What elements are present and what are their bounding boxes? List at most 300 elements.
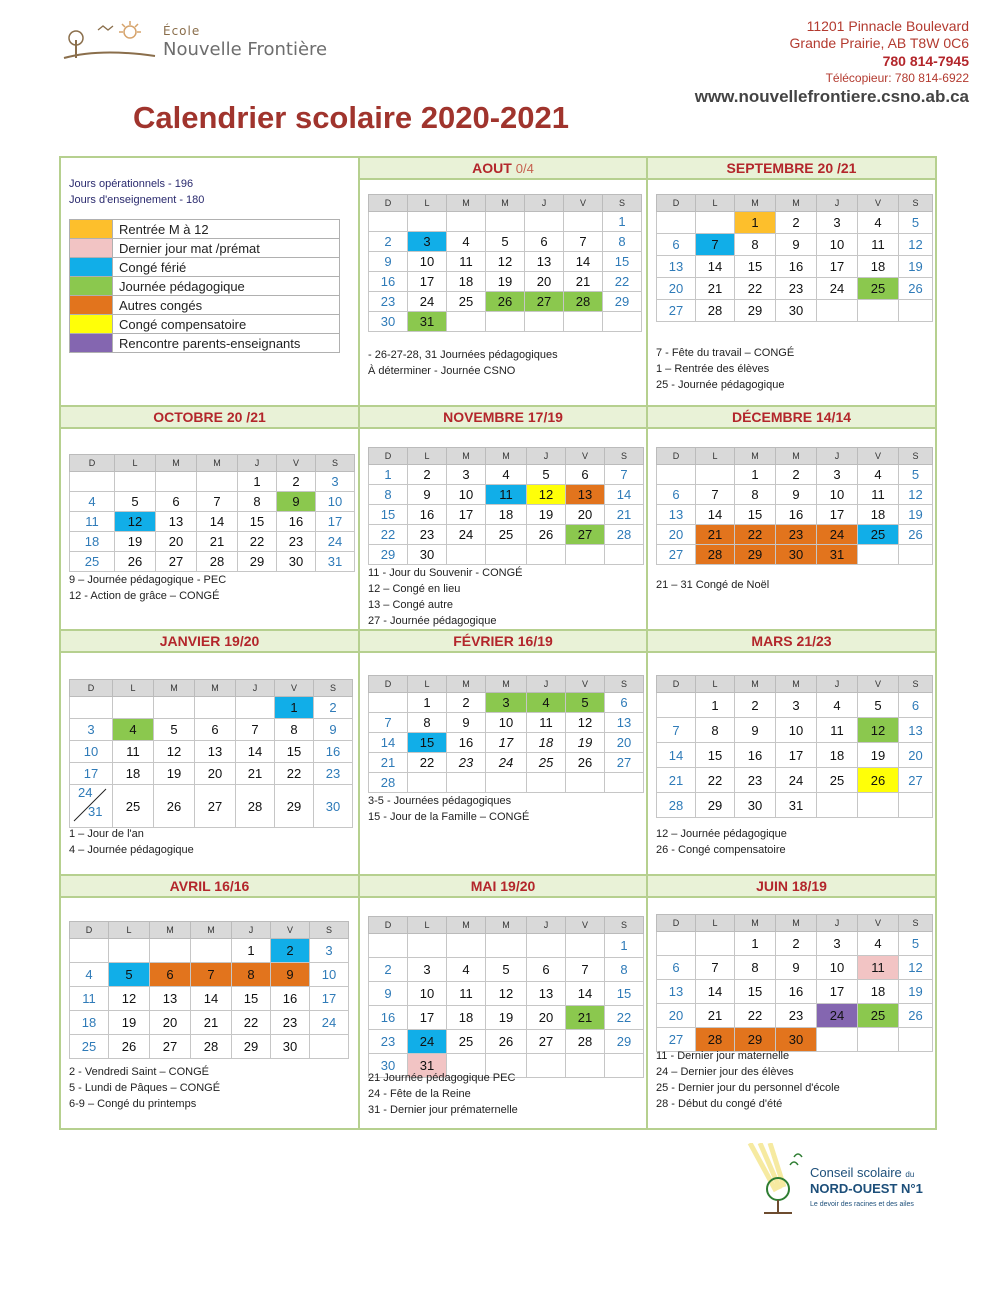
day-cell[interactable]: 5 bbox=[899, 932, 933, 956]
day-cell[interactable]: 15 bbox=[605, 982, 644, 1006]
day-cell[interactable]: 5 bbox=[858, 693, 899, 718]
day-cell[interactable]: 10 bbox=[486, 713, 527, 733]
day-cell[interactable]: 8 bbox=[369, 485, 408, 505]
day-cell[interactable]: 17 bbox=[776, 743, 817, 768]
day-cell[interactable]: 1 bbox=[275, 697, 314, 719]
day-cell[interactable]: 2 bbox=[369, 958, 408, 982]
day-cell[interactable]: 27 bbox=[566, 525, 605, 545]
day-cell[interactable]: 14 bbox=[696, 505, 735, 525]
day-cell[interactable]: 27 bbox=[150, 1035, 191, 1059]
day-cell[interactable]: 13 bbox=[657, 505, 696, 525]
day-cell[interactable]: 1 bbox=[238, 472, 277, 492]
day-cell[interactable]: 3 bbox=[486, 693, 527, 713]
day-cell[interactable]: 22 bbox=[232, 1011, 271, 1035]
day-cell[interactable]: 9 bbox=[369, 982, 408, 1006]
day-cell[interactable]: 17 bbox=[447, 505, 486, 525]
day-cell[interactable]: 9 bbox=[776, 485, 817, 505]
day-cell[interactable]: 14 bbox=[696, 256, 735, 278]
day-cell[interactable]: 22 bbox=[735, 525, 776, 545]
day-cell[interactable]: 7 bbox=[657, 718, 696, 743]
day-cell[interactable]: 22 bbox=[238, 532, 277, 552]
day-cell[interactable]: 7 bbox=[197, 492, 238, 512]
day-cell[interactable]: 21 bbox=[657, 768, 696, 793]
day-cell[interactable]: 6 bbox=[899, 693, 933, 718]
day-cell[interactable]: 12 bbox=[486, 252, 525, 272]
day-cell[interactable]: 27 bbox=[657, 300, 696, 322]
day-cell[interactable]: 21 bbox=[236, 763, 275, 785]
day-cell[interactable]: 18 bbox=[70, 532, 115, 552]
day-cell[interactable]: 16 bbox=[314, 741, 353, 763]
day-cell[interactable]: 1 bbox=[735, 465, 776, 485]
day-cell[interactable]: 3 bbox=[70, 719, 113, 741]
day-cell[interactable]: 31 bbox=[817, 545, 858, 565]
day-cell[interactable]: 8 bbox=[275, 719, 314, 741]
day-cell[interactable]: 19 bbox=[566, 733, 605, 753]
day-cell[interactable]: 15 bbox=[232, 987, 271, 1011]
day-cell[interactable]: 13 bbox=[657, 256, 696, 278]
day-cell[interactable]: 11 bbox=[70, 512, 115, 532]
day-cell[interactable]: 20 bbox=[566, 505, 605, 525]
day-cell[interactable]: 30 bbox=[369, 312, 408, 332]
day-cell[interactable]: 15 bbox=[408, 733, 447, 753]
day-cell[interactable]: 25 bbox=[858, 525, 899, 545]
day-cell[interactable]: 10 bbox=[817, 485, 858, 505]
day-cell[interactable]: 11 bbox=[858, 234, 899, 256]
day-cell[interactable]: 26 bbox=[109, 1035, 150, 1059]
day-cell[interactable]: 14 bbox=[696, 980, 735, 1004]
day-cell[interactable]: 11 bbox=[113, 741, 154, 763]
day-cell[interactable]: 14 bbox=[566, 982, 605, 1006]
day-cell[interactable]: 26 bbox=[154, 785, 195, 828]
day-cell[interactable]: 28 bbox=[369, 773, 408, 793]
day-cell[interactable]: 23 bbox=[271, 1011, 310, 1035]
day-cell[interactable]: 13 bbox=[605, 713, 644, 733]
day-cell[interactable]: 10 bbox=[316, 492, 355, 512]
day-cell[interactable]: 29 bbox=[275, 785, 314, 828]
day-cell[interactable]: 22 bbox=[369, 525, 408, 545]
day-cell[interactable]: 17 bbox=[310, 987, 349, 1011]
day-cell[interactable]: 3 bbox=[316, 472, 355, 492]
day-cell[interactable]: 19 bbox=[154, 763, 195, 785]
day-cell[interactable]: 12 bbox=[899, 956, 933, 980]
day-cell[interactable]: 2 bbox=[314, 697, 353, 719]
day-cell[interactable]: 8 bbox=[735, 234, 776, 256]
day-cell[interactable]: 2 bbox=[735, 693, 776, 718]
day-cell[interactable]: 13 bbox=[527, 982, 566, 1006]
day-cell[interactable]: 18 bbox=[486, 505, 527, 525]
day-cell[interactable]: 21 bbox=[696, 278, 735, 300]
day-cell[interactable]: 14 bbox=[564, 252, 603, 272]
day-cell[interactable]: 8 bbox=[735, 485, 776, 505]
day-cell[interactable]: 26 bbox=[899, 1004, 933, 1028]
day-cell[interactable]: 16 bbox=[735, 743, 776, 768]
day-cell[interactable]: 20 bbox=[657, 525, 696, 545]
day-cell[interactable]: 30 bbox=[369, 1054, 408, 1078]
day-cell[interactable]: 24 bbox=[310, 1011, 349, 1035]
day-cell[interactable]: 31 bbox=[408, 312, 447, 332]
day-cell[interactable]: 6 bbox=[566, 465, 605, 485]
day-cell[interactable]: 6 bbox=[527, 958, 566, 982]
day-cell[interactable]: 28 bbox=[191, 1035, 232, 1059]
day-cell[interactable]: 29 bbox=[603, 292, 642, 312]
day-cell[interactable]: 13 bbox=[525, 252, 564, 272]
day-cell[interactable]: 19 bbox=[486, 1006, 527, 1030]
day-cell[interactable]: 16 bbox=[776, 256, 817, 278]
day-cell[interactable]: 5 bbox=[115, 492, 156, 512]
day-cell[interactable]: 14 bbox=[197, 512, 238, 532]
day-cell[interactable]: 6 bbox=[657, 234, 696, 256]
day-cell[interactable]: 4 bbox=[447, 958, 486, 982]
day-cell[interactable]: 28 bbox=[696, 545, 735, 565]
day-cell[interactable]: 26 bbox=[899, 278, 933, 300]
day-cell[interactable]: 30 bbox=[277, 552, 316, 572]
day-cell[interactable]: 20 bbox=[525, 272, 564, 292]
day-cell[interactable]: 5 bbox=[566, 693, 605, 713]
day-cell[interactable]: 2 bbox=[271, 939, 310, 963]
day-cell[interactable]: 15 bbox=[696, 743, 735, 768]
day-cell[interactable]: 18 bbox=[70, 1011, 109, 1035]
day-cell[interactable]: 11 bbox=[447, 252, 486, 272]
day-cell[interactable]: 17 bbox=[817, 505, 858, 525]
day-cell[interactable]: 16 bbox=[271, 987, 310, 1011]
day-cell[interactable]: 9 bbox=[314, 719, 353, 741]
day-cell[interactable]: 11 bbox=[447, 982, 486, 1006]
day-cell[interactable]: 30 bbox=[776, 300, 817, 322]
day-cell[interactable]: 2 bbox=[776, 465, 817, 485]
day-cell[interactable]: 9 bbox=[776, 234, 817, 256]
day-cell[interactable]: 9 bbox=[776, 956, 817, 980]
day-cell[interactable]: 12 bbox=[109, 987, 150, 1011]
day-cell[interactable]: 2 bbox=[776, 932, 817, 956]
day-cell[interactable]: 19 bbox=[527, 505, 566, 525]
day-cell[interactable]: 13 bbox=[657, 980, 696, 1004]
day-cell[interactable]: 4 bbox=[486, 465, 527, 485]
day-cell[interactable]: 29 bbox=[238, 552, 277, 572]
day-cell[interactable]: 23 bbox=[776, 1004, 817, 1028]
day-cell[interactable]: 25 bbox=[447, 1030, 486, 1054]
day-cell[interactable]: 15 bbox=[238, 512, 277, 532]
day-cell[interactable]: 14 bbox=[657, 743, 696, 768]
day-cell[interactable]: 24 bbox=[776, 768, 817, 793]
day-cell[interactable]: 25 bbox=[527, 753, 566, 773]
day-cell[interactable]: 27 bbox=[657, 1028, 696, 1052]
day-cell[interactable]: 8 bbox=[696, 718, 735, 743]
day-cell[interactable]: 24 bbox=[817, 278, 858, 300]
day-cell[interactable]: 11 bbox=[70, 987, 109, 1011]
day-cell[interactable]: 27 bbox=[899, 768, 933, 793]
day-cell[interactable]: 20 bbox=[150, 1011, 191, 1035]
day-cell[interactable]: 27 bbox=[657, 545, 696, 565]
day-cell[interactable]: 8 bbox=[735, 956, 776, 980]
day-cell[interactable]: 31 bbox=[776, 793, 817, 818]
day-cell[interactable]: 12 bbox=[486, 982, 527, 1006]
day-cell[interactable]: 4 bbox=[527, 693, 566, 713]
day-cell[interactable]: 30 bbox=[271, 1035, 310, 1059]
day-cell[interactable]: 2 bbox=[776, 212, 817, 234]
day-cell[interactable]: 19 bbox=[899, 505, 933, 525]
day-cell[interactable]: 1 bbox=[369, 465, 408, 485]
day-cell[interactable]: 13 bbox=[150, 987, 191, 1011]
day-cell[interactable]: 23 bbox=[776, 278, 817, 300]
day-cell[interactable]: 24 bbox=[408, 1030, 447, 1054]
day-cell[interactable]: 22 bbox=[735, 278, 776, 300]
day-cell[interactable]: 28 bbox=[564, 292, 603, 312]
day-cell[interactable]: 21 bbox=[369, 753, 408, 773]
day-cell[interactable]: 11 bbox=[817, 718, 858, 743]
day-cell[interactable]: 28 bbox=[236, 785, 275, 828]
day-cell[interactable]: 28 bbox=[657, 793, 696, 818]
day-cell[interactable]: 18 bbox=[858, 505, 899, 525]
day-cell[interactable]: 20 bbox=[605, 733, 644, 753]
day-cell[interactable]: 26 bbox=[566, 753, 605, 773]
website[interactable]: www.nouvellefrontiere.csno.ab.ca bbox=[694, 87, 969, 106]
day-cell[interactable]: 8 bbox=[605, 958, 644, 982]
day-cell[interactable]: 9 bbox=[447, 713, 486, 733]
day-cell[interactable]: 7 bbox=[605, 465, 644, 485]
day-cell[interactable]: 24 bbox=[408, 292, 447, 312]
day-cell[interactable]: 24 bbox=[817, 525, 858, 545]
day-cell[interactable]: 7 bbox=[236, 719, 275, 741]
day-cell[interactable]: 6 bbox=[156, 492, 197, 512]
day-cell[interactable]: 22 bbox=[696, 768, 735, 793]
day-cell[interactable]: 6 bbox=[150, 963, 191, 987]
day-cell[interactable]: 15 bbox=[735, 256, 776, 278]
day-cell[interactable]: 2 bbox=[447, 693, 486, 713]
day-cell[interactable]: 9 bbox=[408, 485, 447, 505]
day-cell[interactable]: 11 bbox=[527, 713, 566, 733]
day-cell[interactable]: 6 bbox=[195, 719, 236, 741]
day-cell[interactable]: 1 bbox=[696, 693, 735, 718]
day-cell[interactable]: 29 bbox=[735, 545, 776, 565]
day-cell[interactable]: 27 bbox=[195, 785, 236, 828]
day-cell[interactable]: 3 bbox=[408, 958, 447, 982]
day-cell[interactable]: 1 bbox=[408, 693, 447, 713]
day-cell[interactable]: 3 bbox=[817, 932, 858, 956]
day-cell[interactable]: 20 bbox=[527, 1006, 566, 1030]
day-cell[interactable]: 16 bbox=[369, 272, 408, 292]
day-cell[interactable]: 27 bbox=[156, 552, 197, 572]
day-cell[interactable]: 23 bbox=[408, 525, 447, 545]
day-cell[interactable]: 21 bbox=[564, 272, 603, 292]
day-cell[interactable]: 30 bbox=[735, 793, 776, 818]
day-cell[interactable]: 17 bbox=[486, 733, 527, 753]
day-cell[interactable]: 28 bbox=[696, 300, 735, 322]
day-cell[interactable]: 23 bbox=[277, 532, 316, 552]
day-cell[interactable]: 7 bbox=[696, 485, 735, 505]
day-cell[interactable]: 29 bbox=[735, 1028, 776, 1052]
day-cell[interactable]: 25 bbox=[447, 292, 486, 312]
day-cell[interactable]: 11 bbox=[858, 956, 899, 980]
day-cell[interactable]: 15 bbox=[603, 252, 642, 272]
day-cell[interactable]: 15 bbox=[735, 505, 776, 525]
day-cell[interactable]: 21 bbox=[566, 1006, 605, 1030]
day-cell[interactable]: 18 bbox=[858, 256, 899, 278]
day-cell[interactable]: 16 bbox=[369, 1006, 408, 1030]
day-cell[interactable]: 19 bbox=[115, 532, 156, 552]
day-cell[interactable]: 29 bbox=[232, 1035, 271, 1059]
day-cell[interactable]: 7 bbox=[566, 958, 605, 982]
day-cell[interactable]: 16 bbox=[408, 505, 447, 525]
day-cell[interactable]: 17 bbox=[817, 256, 858, 278]
day-cell[interactable]: 26 bbox=[486, 1030, 527, 1054]
day-cell[interactable]: 29 bbox=[369, 545, 408, 565]
day-cell[interactable]: 20 bbox=[657, 1004, 696, 1028]
day-cell[interactable]: 1 bbox=[735, 932, 776, 956]
day-cell[interactable]: 23 bbox=[776, 525, 817, 545]
day-cell[interactable]: 3 bbox=[447, 465, 486, 485]
day-cell[interactable]: 24 bbox=[316, 532, 355, 552]
day-cell[interactable]: 26 bbox=[527, 525, 566, 545]
day-cell[interactable]: 16 bbox=[776, 505, 817, 525]
day-cell[interactable]: 12 bbox=[899, 234, 933, 256]
day-cell[interactable]: 28 bbox=[566, 1030, 605, 1054]
day-cell[interactable]: 10 bbox=[817, 956, 858, 980]
day-cell[interactable]: 9 bbox=[271, 963, 310, 987]
day-cell[interactable]: 23 bbox=[369, 1030, 408, 1054]
day-cell[interactable]: 18 bbox=[858, 980, 899, 1004]
day-cell[interactable]: 6 bbox=[657, 485, 696, 505]
day-cell[interactable]: 16 bbox=[776, 980, 817, 1004]
day-cell[interactable]: 7 bbox=[696, 956, 735, 980]
day-cell[interactable]: 22 bbox=[605, 1006, 644, 1030]
day-cell[interactable]: 26 bbox=[858, 768, 899, 793]
day-cell[interactable]: 21 bbox=[605, 505, 644, 525]
day-cell[interactable]: 30 bbox=[314, 785, 353, 828]
day-cell[interactable]: 14 bbox=[236, 741, 275, 763]
day-cell[interactable]: 20 bbox=[156, 532, 197, 552]
day-cell[interactable]: 29 bbox=[605, 1030, 644, 1054]
day-cell[interactable]: 23 bbox=[735, 768, 776, 793]
day-cell[interactable]: 5 bbox=[154, 719, 195, 741]
day-cell[interactable]: 25 bbox=[113, 785, 154, 828]
day-cell[interactable]: 12 bbox=[899, 485, 933, 505]
day-cell[interactable]: 21 bbox=[191, 1011, 232, 1035]
day-cell[interactable]: 17 bbox=[70, 763, 113, 785]
day-cell[interactable]: 20 bbox=[899, 743, 933, 768]
day-cell[interactable]: 21 bbox=[197, 532, 238, 552]
day-cell[interactable]: 18 bbox=[447, 272, 486, 292]
day-cell[interactable]: 4 bbox=[858, 465, 899, 485]
day-cell[interactable]: 31 bbox=[316, 552, 355, 572]
day-cell[interactable]: 16 bbox=[447, 733, 486, 753]
day-cell[interactable]: 25 bbox=[70, 1035, 109, 1059]
day-cell[interactable]: 22 bbox=[603, 272, 642, 292]
day-cell[interactable]: 7 bbox=[191, 963, 232, 987]
day-cell[interactable]: 5 bbox=[486, 232, 525, 252]
day-cell[interactable]: 31 bbox=[408, 1054, 447, 1078]
day-cell[interactable]: 14 bbox=[369, 733, 408, 753]
day-cell[interactable]: 10 bbox=[70, 741, 113, 763]
day-cell[interactable]: 17 bbox=[408, 272, 447, 292]
day-cell[interactable]: 3 bbox=[776, 693, 817, 718]
day-cell[interactable]: 29 bbox=[735, 300, 776, 322]
day-cell[interactable]: 12 bbox=[858, 718, 899, 743]
day-cell[interactable]: 28 bbox=[605, 525, 644, 545]
day-cell[interactable]: 11 bbox=[486, 485, 527, 505]
day-cell[interactable]: 28 bbox=[696, 1028, 735, 1052]
day-cell[interactable]: 20 bbox=[657, 278, 696, 300]
day-cell[interactable]: 17 bbox=[408, 1006, 447, 1030]
day-cell[interactable]: 22 bbox=[735, 1004, 776, 1028]
day-cell[interactable]: 11 bbox=[858, 485, 899, 505]
day-cell[interactable]: 28 bbox=[197, 552, 238, 572]
day-cell[interactable]: 6 bbox=[525, 232, 564, 252]
day-cell[interactable]: 8 bbox=[232, 963, 271, 987]
day-cell[interactable]: 10 bbox=[447, 485, 486, 505]
day-cell[interactable]: 13 bbox=[566, 485, 605, 505]
day-cell[interactable]: 30 bbox=[776, 545, 817, 565]
day-cell[interactable]: 13 bbox=[195, 741, 236, 763]
day-cell[interactable]: 19 bbox=[109, 1011, 150, 1035]
day-cell[interactable]: 21 bbox=[696, 1004, 735, 1028]
day-cell[interactable]: 25 bbox=[486, 525, 527, 545]
day-cell[interactable]: 26 bbox=[486, 292, 525, 312]
day-cell[interactable]: 26 bbox=[115, 552, 156, 572]
day-cell[interactable]: 29 bbox=[696, 793, 735, 818]
day-cell[interactable]: 12 bbox=[154, 741, 195, 763]
day-cell[interactable]: 12 bbox=[527, 485, 566, 505]
day-cell[interactable]: 2 bbox=[408, 465, 447, 485]
day-cell[interactable]: 9 bbox=[735, 718, 776, 743]
day-cell[interactable]: 12 bbox=[566, 713, 605, 733]
day-cell[interactable]: 1 bbox=[735, 212, 776, 234]
day-cell[interactable]: 26 bbox=[899, 525, 933, 545]
day-cell[interactable]: 23 bbox=[447, 753, 486, 773]
day-cell[interactable]: 13 bbox=[156, 512, 197, 532]
day-cell[interactable]: 14 bbox=[605, 485, 644, 505]
day-cell[interactable]: 4 bbox=[70, 963, 109, 987]
day-cell[interactable]: 27 bbox=[527, 1030, 566, 1054]
day-cell[interactable]: 7 bbox=[369, 713, 408, 733]
day-cell[interactable]: 15 bbox=[275, 741, 314, 763]
day-cell[interactable]: 4 bbox=[858, 932, 899, 956]
day-cell[interactable]: 4 bbox=[70, 492, 115, 512]
day-cell[interactable]: 5 bbox=[527, 465, 566, 485]
day-cell[interactable]: 5 bbox=[109, 963, 150, 987]
day-cell[interactable]: 22 bbox=[408, 753, 447, 773]
day-cell[interactable]: 22 bbox=[275, 763, 314, 785]
day-cell[interactable]: 18 bbox=[113, 763, 154, 785]
day-cell[interactable]: 20 bbox=[195, 763, 236, 785]
day-cell[interactable]: 4 bbox=[113, 719, 154, 741]
day-cell[interactable]: 5 bbox=[899, 465, 933, 485]
day-cell[interactable]: 18 bbox=[817, 743, 858, 768]
day-cell[interactable]: 8 bbox=[408, 713, 447, 733]
day-cell[interactable]: 9 bbox=[369, 252, 408, 272]
day-cell[interactable]: 3 bbox=[310, 939, 349, 963]
day-cell[interactable]: 27 bbox=[605, 753, 644, 773]
day-cell[interactable]: 9 bbox=[277, 492, 316, 512]
day-cell[interactable]: 5 bbox=[899, 212, 933, 234]
day-cell[interactable]: 10 bbox=[776, 718, 817, 743]
day-cell[interactable]: 10 bbox=[817, 234, 858, 256]
day-cell[interactable]: 17 bbox=[817, 980, 858, 1004]
day-cell[interactable] bbox=[70, 785, 113, 828]
day-cell[interactable]: 6 bbox=[605, 693, 644, 713]
day-cell[interactable]: 10 bbox=[310, 963, 349, 987]
day-cell[interactable]: 24 bbox=[447, 525, 486, 545]
day-cell[interactable]: 15 bbox=[735, 980, 776, 1004]
day-cell[interactable]: 8 bbox=[603, 232, 642, 252]
day-cell[interactable]: 27 bbox=[525, 292, 564, 312]
day-cell[interactable]: 19 bbox=[899, 256, 933, 278]
day-cell[interactable]: 19 bbox=[899, 980, 933, 1004]
day-cell[interactable]: 25 bbox=[858, 278, 899, 300]
day-cell[interactable]: 16 bbox=[277, 512, 316, 532]
day-cell[interactable]: 3 bbox=[817, 465, 858, 485]
day-cell[interactable]: 19 bbox=[858, 743, 899, 768]
day-cell[interactable]: 24 bbox=[817, 1004, 858, 1028]
